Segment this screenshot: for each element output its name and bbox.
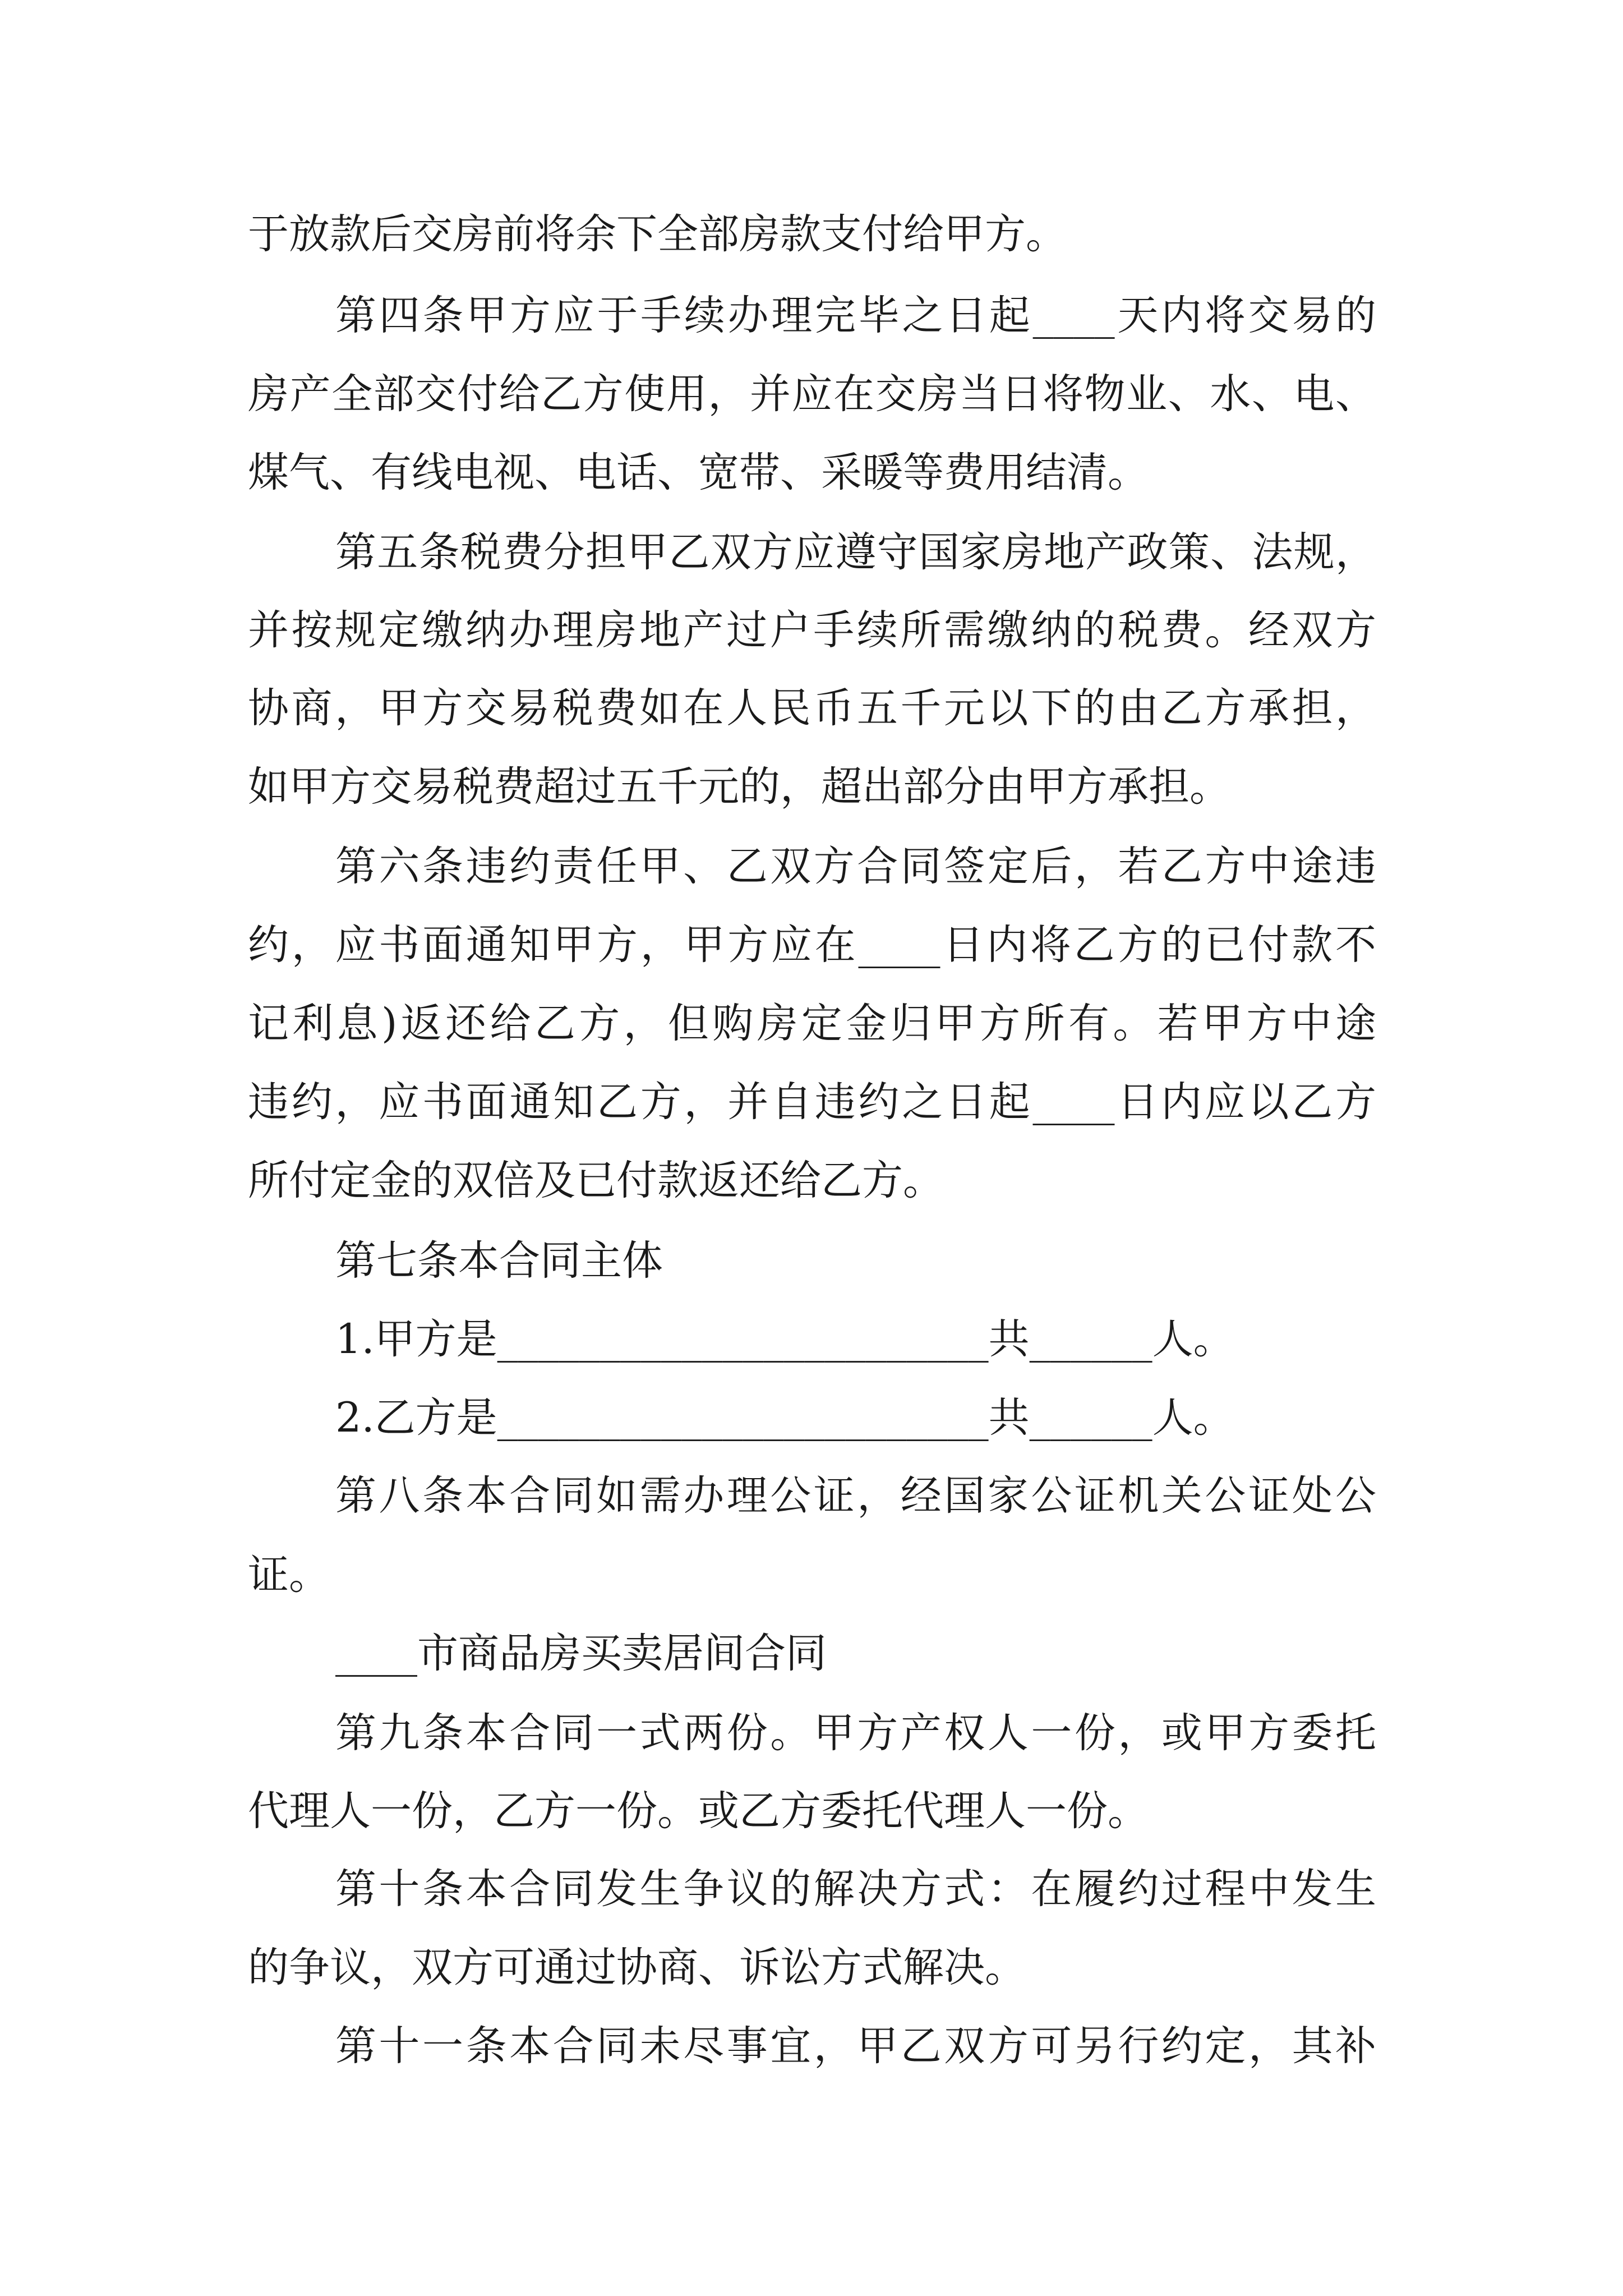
- text-line: 第六条违约责任甲、乙双方合同签定后，若乙方中途违: [335, 843, 1376, 890]
- text-line: 第九条本合同一式两份。甲方产权人一份，或甲方委托: [335, 1709, 1376, 1757]
- text-line: 第十一条本合同未尽事宜，甲乙双方可另行约定，其补: [335, 2022, 1376, 2070]
- text-line: 第七条本合同主体: [335, 1237, 663, 1285]
- text-line: 证。: [248, 1551, 330, 1599]
- text-line: 的争议，双方可通过协商、诉讼方式解决。: [248, 1944, 1026, 1991]
- text-line: 违约，应书面通知乙方，并自违约之日起____日内应以乙方: [248, 1078, 1376, 1126]
- text-line: 第八条本合同如需办理公证，经国家公证机关公证处公: [335, 1472, 1376, 1520]
- text-line: 第四条甲方应于手续办理完毕之日起____天内将交易的: [335, 292, 1376, 339]
- text-line: 并按规定缴纳办理房地产过户手续所需缴纳的税费。经双方: [248, 606, 1376, 654]
- text-line: 房产全部交付给乙方使用，并应在交房当日将物业、水、电、: [248, 370, 1376, 418]
- text-line: 如甲方交易税费超过五千元的，超出部分由甲方承担。: [248, 763, 1230, 811]
- text-line: 记利息)返还给乙方，但购房定金归甲方所有。若甲方中途: [248, 1000, 1376, 1047]
- text-line: 协商，甲方交易税费如在人民币五千元以下的由乙方承担，: [248, 684, 1376, 732]
- text-line: 1.甲方是________________________共______人。: [335, 1315, 1234, 1363]
- text-line: 约，应书面通知甲方，甲方应在____日内将乙方的已付款不: [248, 921, 1376, 969]
- text-line: ____市商品房买卖居间合同: [335, 1630, 827, 1677]
- text-line: 煤气、有线电视、电话、宽带、采暖等费用结清。: [248, 449, 1149, 496]
- text-line: 于放款后交房前将余下全部房款支付给甲方。: [248, 210, 1067, 258]
- text-line: 第五条税费分担甲乙双方应遵守国家房地产政策、法规，: [335, 528, 1376, 576]
- text-line: 2.乙方是________________________共______人。: [335, 1394, 1234, 1442]
- text-line: 第十条本合同发生争议的解决方式：在履约过程中发生: [335, 1865, 1376, 1913]
- text-line: 代理人一份，乙方一份。或乙方委托代理人一份。: [248, 1787, 1149, 1835]
- text-line: 所付定金的双倍及已付款返还给乙方。: [248, 1157, 944, 1204]
